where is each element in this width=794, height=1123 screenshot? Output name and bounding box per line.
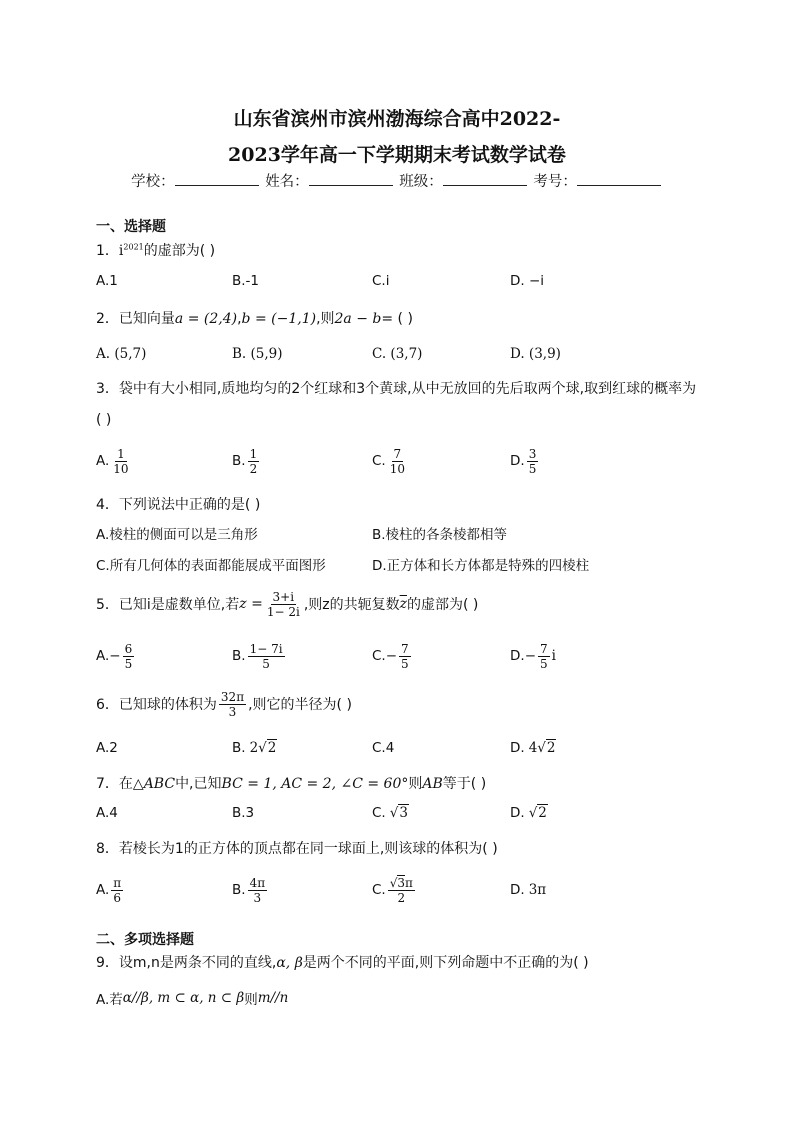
question-text: ,则 bbox=[316, 311, 335, 327]
option-a[interactable]: A.4 bbox=[96, 805, 118, 821]
name-field[interactable] bbox=[309, 171, 393, 186]
planes: α, β bbox=[276, 955, 303, 971]
school-field[interactable] bbox=[175, 171, 259, 186]
exam-title-line2: 2023学年高一下学期期末考试数学试卷 bbox=[228, 144, 566, 166]
question-number: 6． bbox=[96, 697, 119, 713]
question-9 bbox=[96, 952, 589, 972]
question-number: 3． bbox=[96, 381, 119, 397]
radical-expression: √2 bbox=[528, 805, 547, 821]
premise: α//β, m ⊂ α, n ⊂ β bbox=[122, 990, 245, 1006]
option-d[interactable] bbox=[510, 870, 546, 910]
coefficient: 4 bbox=[528, 740, 538, 756]
exam-number-field[interactable] bbox=[577, 171, 661, 186]
denominator: 3 bbox=[253, 890, 262, 905]
fraction bbox=[388, 447, 407, 476]
fraction bbox=[123, 642, 135, 671]
option-label: C. bbox=[372, 453, 386, 469]
numerator: √3π bbox=[389, 875, 413, 890]
radical-expression: 2√2 bbox=[249, 740, 277, 756]
denominator: 2 bbox=[249, 461, 258, 476]
denominator: 5 bbox=[540, 656, 548, 671]
question-text: 已知球的体积为 bbox=[118, 697, 217, 713]
radical-expression: √3 bbox=[389, 805, 408, 821]
minus-sign: − bbox=[524, 648, 536, 664]
option-a[interactable] bbox=[96, 639, 136, 673]
question-text: 下列说法中正确的是( ) bbox=[118, 497, 261, 513]
question-number: 4． bbox=[96, 497, 119, 513]
option-b[interactable] bbox=[232, 446, 261, 476]
fraction bbox=[248, 447, 260, 476]
denominator: 5 bbox=[262, 656, 270, 671]
option-d[interactable] bbox=[510, 446, 540, 476]
option-value: 3π bbox=[528, 882, 547, 898]
question-5 bbox=[96, 587, 478, 621]
denominator: 10 bbox=[113, 461, 129, 476]
question-text: 若棱长为1的正方体的顶点都在同一球面上,则该球的体积为( ) bbox=[118, 841, 498, 857]
exam-title-line1: 山东省滨州市滨州渤海综合高中2022- bbox=[233, 108, 561, 130]
class-label: 班级： bbox=[399, 174, 443, 190]
question-7 bbox=[96, 773, 486, 793]
minus-sign: − bbox=[385, 648, 398, 664]
numerator: 7 bbox=[401, 641, 409, 656]
numerator: 4π bbox=[249, 875, 266, 890]
option-d[interactable] bbox=[510, 639, 556, 673]
numerator: π bbox=[113, 875, 122, 890]
section-heading-multi-choice: 二、多项选择题 bbox=[96, 932, 194, 948]
option-b[interactable]: B.棱柱的各条棱都相等 bbox=[372, 527, 508, 543]
question-text: ,则z的共轭复数 bbox=[303, 597, 400, 613]
option-c[interactable]: C. (3,7) bbox=[372, 346, 423, 362]
question-text: 的虚部为( ) bbox=[143, 243, 216, 259]
option-a[interactable] bbox=[96, 446, 133, 476]
fraction bbox=[111, 447, 130, 476]
connective: 则 bbox=[244, 992, 258, 1008]
segment-ab: AB bbox=[422, 776, 443, 792]
option-label: D. bbox=[510, 648, 525, 664]
option-a[interactable] bbox=[96, 870, 125, 910]
option-d[interactable] bbox=[510, 733, 556, 763]
question-text: 袋中有大小相同,质地均匀的2个红球和3个黄球,从中无放回的先后取两个球,取到红球的概率为( ) bbox=[96, 381, 697, 428]
option-d[interactable]: D. (3,9) bbox=[510, 346, 561, 362]
option-a[interactable] bbox=[96, 983, 288, 1013]
denominator: 3 bbox=[228, 704, 237, 719]
fraction bbox=[111, 876, 123, 905]
option-label: D. bbox=[510, 740, 525, 756]
vector-a: a = (2,4) bbox=[174, 311, 238, 327]
option-b[interactable]: B.3 bbox=[232, 805, 255, 821]
option-label: D. bbox=[510, 882, 525, 898]
option-label: D. bbox=[510, 453, 525, 469]
fraction bbox=[399, 642, 411, 671]
conditions: BC = 1, AC = 2, ∠C = 60° bbox=[221, 776, 409, 792]
class-field[interactable] bbox=[443, 171, 527, 186]
option-label: A.若 bbox=[96, 992, 123, 1008]
question-text: 的虚部为( ) bbox=[407, 597, 479, 613]
question-text: 是两个不同的平面,则下列命题中不正确的为( ) bbox=[302, 955, 589, 971]
exponent: 2021 bbox=[123, 242, 144, 252]
option-a[interactable]: A.棱柱的侧面可以是三角形 bbox=[96, 527, 258, 543]
option-d[interactable]: D. −i bbox=[510, 273, 545, 289]
option-label: B. bbox=[232, 648, 246, 664]
option-a[interactable]: A.2 bbox=[96, 740, 118, 756]
question-text: ,则它的半径为( ) bbox=[248, 697, 352, 713]
question-number: 9． bbox=[96, 955, 119, 971]
question-text: = ( ) bbox=[381, 311, 413, 327]
numerator: 1− 7i bbox=[249, 641, 283, 656]
option-b[interactable]: B. (5,9) bbox=[232, 346, 283, 362]
question-number: 7． bbox=[96, 776, 119, 792]
option-label: A. bbox=[96, 648, 110, 664]
option-label: B. bbox=[232, 882, 246, 898]
question-text: 设m,n是两条不同的直线, bbox=[118, 955, 277, 971]
question-number: 1． bbox=[96, 243, 119, 259]
minus-sign: − bbox=[109, 648, 121, 664]
triangle: △ABC bbox=[132, 776, 176, 792]
question-number: 8． bbox=[96, 841, 119, 857]
radicand: 3 bbox=[399, 805, 408, 821]
option-label: A. bbox=[96, 882, 110, 898]
numerator: 7 bbox=[540, 641, 548, 656]
denominator: 5 bbox=[124, 656, 133, 671]
imag-unit: i bbox=[118, 243, 124, 259]
option-label: B. bbox=[232, 453, 246, 469]
denominator: 5 bbox=[401, 656, 409, 671]
question-8 bbox=[96, 838, 498, 858]
option-label: C. bbox=[372, 882, 386, 898]
fraction bbox=[248, 876, 268, 905]
conclusion: m//n bbox=[257, 990, 289, 1006]
option-c[interactable]: C.4 bbox=[372, 740, 395, 756]
option-d[interactable] bbox=[510, 798, 548, 828]
option-a[interactable]: A.1 bbox=[96, 273, 118, 289]
vector-b: b = (−1,1) bbox=[241, 311, 317, 327]
question-text: 已知i是虚数单位,若 bbox=[118, 597, 240, 613]
option-d[interactable]: D.正方体和长方体都是特殊的四棱柱 bbox=[372, 558, 590, 574]
question-6 bbox=[96, 687, 352, 721]
numerator: 7 bbox=[393, 446, 402, 461]
option-c[interactable] bbox=[372, 639, 413, 673]
question-text: 中,已知 bbox=[175, 776, 222, 792]
section-heading-choice: 一、选择题 bbox=[96, 219, 166, 235]
option-c[interactable]: C.i bbox=[372, 273, 390, 289]
option-c[interactable] bbox=[372, 446, 409, 476]
conjugate-z: $\overline{z}$ bbox=[399, 596, 408, 612]
name-label: 姓名： bbox=[265, 174, 309, 190]
z-equals: z = bbox=[239, 596, 263, 612]
numerator: 32π bbox=[220, 689, 245, 704]
option-b[interactable] bbox=[232, 639, 287, 673]
imag-unit: i bbox=[551, 648, 556, 664]
fraction bbox=[219, 690, 246, 719]
option-c[interactable] bbox=[372, 870, 417, 910]
exam-number-label: 考号： bbox=[533, 174, 577, 190]
denominator: 2 bbox=[397, 890, 406, 905]
question-text: 已知向量 bbox=[118, 311, 175, 327]
separator: , bbox=[237, 311, 242, 327]
option-label: A. bbox=[96, 453, 110, 469]
denominator: 6 bbox=[113, 890, 122, 905]
question-1 bbox=[96, 240, 215, 260]
question-2 bbox=[96, 308, 413, 328]
fraction bbox=[527, 447, 539, 476]
radicand: 3 bbox=[397, 875, 406, 890]
question-3 bbox=[96, 374, 700, 436]
pi: π bbox=[405, 875, 413, 890]
coefficient: 2 bbox=[249, 740, 259, 756]
radicand: 2 bbox=[267, 740, 277, 756]
option-b[interactable]: B.-1 bbox=[232, 273, 260, 289]
numerator: 6 bbox=[124, 641, 133, 656]
numerator: 1 bbox=[249, 446, 258, 461]
vector-expression: 2a − b bbox=[334, 311, 382, 327]
option-b[interactable] bbox=[232, 870, 269, 910]
question-number: 2． bbox=[96, 311, 119, 327]
option-label: B. bbox=[232, 740, 246, 756]
fraction bbox=[388, 876, 415, 905]
option-a[interactable]: A. (5,7) bbox=[96, 346, 147, 362]
option-label: D. bbox=[510, 805, 525, 821]
option-b[interactable] bbox=[232, 733, 277, 763]
question-text: 则 bbox=[408, 776, 423, 792]
fraction bbox=[265, 590, 302, 619]
fraction bbox=[248, 642, 285, 671]
radical-expression: 4√2 bbox=[528, 740, 556, 756]
radicand: 2 bbox=[546, 740, 556, 756]
radicand: 2 bbox=[538, 805, 547, 821]
denominator: 10 bbox=[389, 461, 405, 476]
question-text: 等于( ) bbox=[442, 776, 487, 792]
question-4 bbox=[96, 494, 260, 514]
numerator: 1 bbox=[117, 446, 125, 461]
student-info-line bbox=[0, 170, 794, 191]
denominator: 5 bbox=[528, 461, 537, 476]
question-number: 5． bbox=[96, 597, 119, 613]
question-text: 在 bbox=[118, 776, 133, 792]
school-label: 学校： bbox=[131, 174, 175, 190]
numerator: 3+i bbox=[272, 589, 295, 604]
option-c[interactable]: C.所有几何体的表面都能展成平面图形 bbox=[96, 558, 326, 574]
option-label: C. bbox=[372, 805, 386, 821]
numerator: 3 bbox=[528, 446, 537, 461]
option-c[interactable] bbox=[372, 798, 409, 828]
option-label: C. bbox=[372, 648, 386, 664]
fraction bbox=[538, 642, 550, 671]
denominator: 1− 2i bbox=[266, 604, 300, 619]
